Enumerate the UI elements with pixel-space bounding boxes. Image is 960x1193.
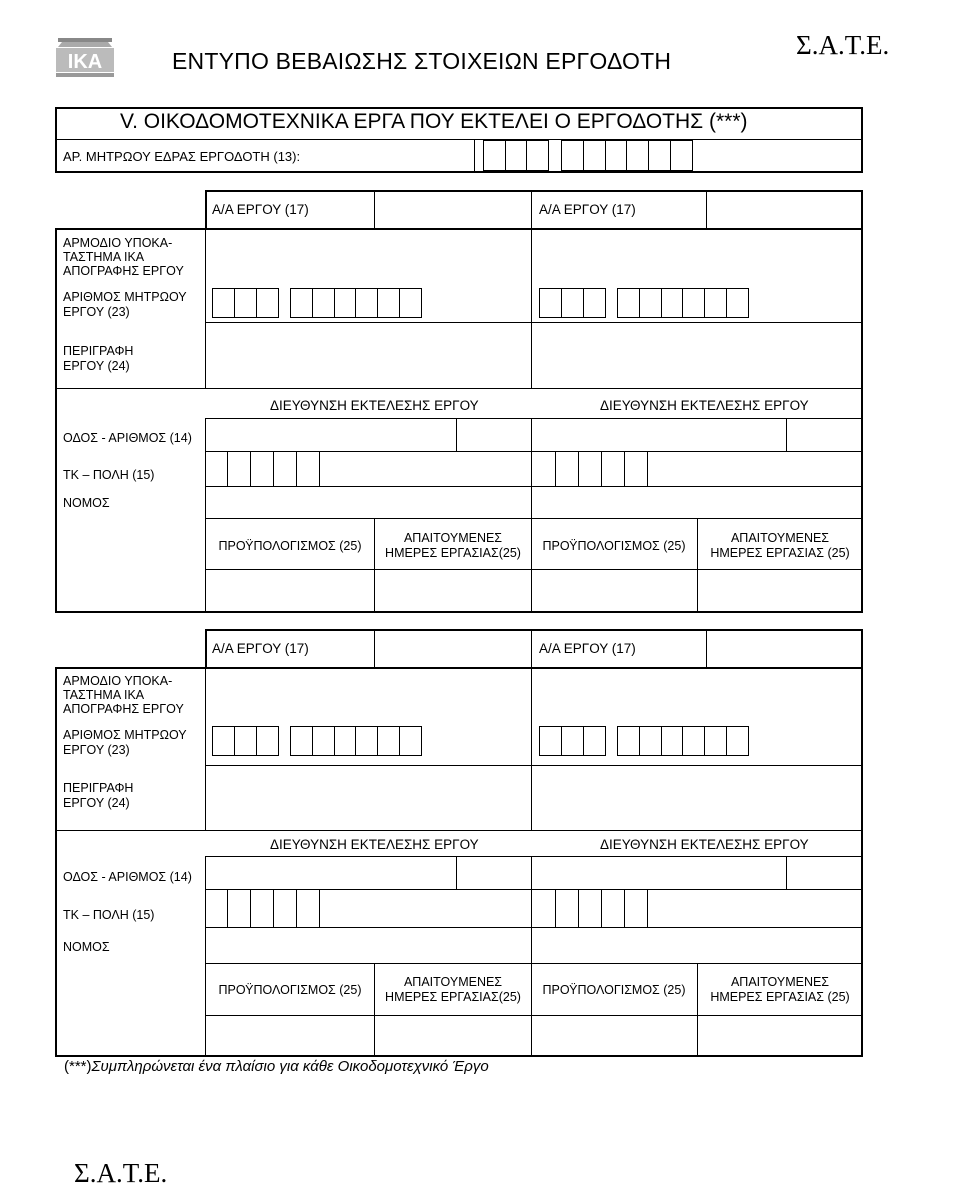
block2-reg-cells-d[interactable] xyxy=(617,726,749,756)
block2-reg-cells-b[interactable] xyxy=(290,726,422,756)
block1-left-col-lower xyxy=(205,418,206,613)
block1-pc-tick-2 xyxy=(250,451,251,486)
block1-budget-label-2: ΠΡΟΫΠΟΛΟΓΙΣΜΟΣ (25) xyxy=(542,539,686,553)
block2-workdays-1a: ΑΠΑΙΤΟΥΜΕΝΕΣ xyxy=(403,975,503,989)
block2-pc-tick-8 xyxy=(601,889,602,927)
block1-reg-label-2: ΕΡΓΟΥ (23) xyxy=(63,305,130,319)
block2-reg-label-2: ΕΡΓΟΥ (23) xyxy=(63,743,130,757)
block2-pc-tick-5 xyxy=(319,889,320,927)
form-title: ΕΝΤΥΠΟ ΒΕΒΑΙΩΣΗΣ ΣΤΟΙΧΕΙΩΝ ΕΡΓΟΔΟΤΗ xyxy=(172,48,672,74)
block2-address-header-2: ΔΙΕΥΘΥΝΣΗ ΕΚΤΕΛΕΣΗΣ ΕΡΓΟΥ xyxy=(600,837,809,852)
block1-pc-tick-5 xyxy=(319,451,320,486)
block1-workdays-1b: ΗΜΕΡΕΣ ΕΡΓΑΣΙΑΣ(25) xyxy=(385,546,521,560)
form-code-top: Σ.Α.Τ.Ε. xyxy=(796,30,890,60)
block2-budget-div-2 xyxy=(697,963,698,1057)
block1-address-header-1: ΔΙΕΥΘΥΝΣΗ ΕΚΤΕΛΕΣΗΣ ΕΡΓΟΥ xyxy=(270,398,479,413)
block1-row-sep-2 xyxy=(55,388,863,389)
block2-budget-top xyxy=(205,963,863,964)
block2-reg-cells-a[interactable] xyxy=(212,726,279,756)
block1-budget-bottom xyxy=(205,569,863,570)
block1-pc-tick-7 xyxy=(578,451,579,486)
block1-branch-label-2: ΤΑΣΤΗΜΑ ΙΚΑ xyxy=(63,250,145,264)
block1-aa-div3 xyxy=(706,190,707,230)
block1-reg-label-1: ΑΡΙΘΜΟΣ ΜΗΤΡΩΟΥ xyxy=(63,290,187,304)
block1-city-top xyxy=(205,451,863,452)
block2-reg-label-1: ΑΡΙΘΜΟΣ ΜΗΤΡΩΟΥ xyxy=(63,728,187,742)
footnote xyxy=(64,1058,489,1075)
block1-workdays-2a: ΑΠΑΙΤΟΥΜΕΝΕΣ xyxy=(730,531,830,545)
block2-reg-cells-c[interactable] xyxy=(539,726,606,756)
block2-workdays-1b: ΗΜΕΡΕΣ ΕΡΓΑΣΙΑΣ(25) xyxy=(385,990,521,1004)
block2-pref-label: ΝΟΜΟΣ xyxy=(63,940,110,954)
block1-workdays-1a: ΑΠΑΙΤΟΥΜΕΝΕΣ xyxy=(403,531,503,545)
block1-pc-tick-3 xyxy=(273,451,274,486)
block2-branch-label-2: ΤΑΣΤΗΜΑ ΙΚΑ xyxy=(63,688,145,702)
block1-branch-label-3: ΑΠΟΓΡΑΦΗΣ ΕΡΓΟΥ xyxy=(63,264,184,278)
block1-branch-label-1: ΑΡΜΟΔΙΟ ΥΠΟΚΑ- xyxy=(63,236,173,250)
form-code-bottom: Σ.Α.Τ.Ε. xyxy=(74,1158,168,1188)
block1-budget-top xyxy=(205,518,863,519)
employer-registry-label: ΑΡ. ΜΗΤΡΩΟΥ ΕΔΡΑΣ ΕΡΓΟΔΟΤΗ (13): xyxy=(63,149,301,164)
block2-left-col-lower xyxy=(205,856,206,1057)
block2-mid-col-lower xyxy=(531,856,532,1057)
block1-reg-cells-b[interactable] xyxy=(290,288,422,318)
block1-pc-tick-1 xyxy=(227,451,228,486)
block2-pc-tick-3 xyxy=(273,889,274,927)
block1-aa-label-2: Α/Α ΕΡΓΟΥ (17) xyxy=(539,202,636,217)
block1-row-sep-1 xyxy=(205,322,863,323)
block1-city-label: ΤΚ – ΠΟΛΗ (15) xyxy=(63,468,155,482)
block1-pref-top xyxy=(205,486,863,487)
block1-reg-cells-d[interactable] xyxy=(617,288,749,318)
block1-aa-div1 xyxy=(374,190,375,230)
block1-mid-col-lower xyxy=(531,418,532,613)
block2-budget-label-2: ΠΡΟΫΠΟΛΟΓΙΣΜΟΣ (25) xyxy=(542,983,686,997)
block2-branch-label-3: ΑΠΟΓΡΑΦΗΣ ΕΡΓΟΥ xyxy=(63,702,184,716)
block2-aa-div3 xyxy=(706,629,707,669)
block1-reg-cells-a[interactable] xyxy=(212,288,279,318)
employer-registry-cells-a[interactable] xyxy=(483,140,549,171)
ika-logo xyxy=(52,38,118,78)
block2-street-top xyxy=(205,856,863,857)
block2-pc-tick-1 xyxy=(227,889,228,927)
block1-pc-tick-4 xyxy=(296,451,297,486)
block2-budget-div-1 xyxy=(374,963,375,1057)
block2-street-num-div-2 xyxy=(786,856,787,889)
block2-budget-label-1: ΠΡΟΫΠΟΛΟΓΙΣΜΟΣ (25) xyxy=(218,983,362,997)
block1-pc-tick-6 xyxy=(555,451,556,486)
block1-desc-label-2: ΕΡΓΟΥ (24) xyxy=(63,359,130,373)
block1-mid-col xyxy=(531,228,532,388)
block2-budget-bottom xyxy=(205,1015,863,1016)
block1-workdays-2b: ΗΜΕΡΕΣ ΕΡΓΑΣΙΑΣ (25) xyxy=(710,546,850,560)
block1-budget-div-1 xyxy=(374,518,375,613)
block1-aa-label-1: Α/Α ΕΡΓΟΥ (17) xyxy=(212,202,309,217)
block2-mid-col xyxy=(531,667,532,830)
block2-workdays-2b: ΗΜΕΡΕΣ ΕΡΓΑΣΙΑΣ (25) xyxy=(710,990,850,1004)
block1-street-num-div-2 xyxy=(786,418,787,451)
block2-desc-label-1: ΠΕΡΙΓΡΑΦΗ xyxy=(63,781,134,795)
block1-aa-div2 xyxy=(531,190,532,230)
block1-pc-tick-9 xyxy=(624,451,625,486)
block2-pc-tick-2 xyxy=(250,889,251,927)
block2-pc-tick-6 xyxy=(555,889,556,927)
block2-address-header-1: ΔΙΕΥΘΥΝΣΗ ΕΚΤΕΛΕΣΗΣ ΕΡΓΟΥ xyxy=(270,837,479,852)
section-divider xyxy=(55,139,863,140)
block1-street-label: ΟΔΟΣ - ΑΡΙΘΜΟΣ (14) xyxy=(63,431,192,445)
footnote-prefix: (***) xyxy=(64,1058,92,1075)
block2-city-label: ΤΚ – ΠΟΛΗ (15) xyxy=(63,908,155,922)
block1-desc-label-1: ΠΕΡΙΓΡΑΦΗ xyxy=(63,344,134,358)
block2-left-col xyxy=(205,667,206,830)
block2-row-sep-2 xyxy=(55,830,863,831)
block2-pref-top xyxy=(205,927,863,928)
block1-budget-label-1: ΠΡΟΫΠΟΛΟΓΙΣΜΟΣ (25) xyxy=(218,539,362,553)
section-title: V. ΟΙΚΟΔΟΜΟΤΕΧΝΙΚΑ ΕΡΓΑ ΠΟΥ ΕΚΤΕΛΕΙ Ο ΕΡΓΟΔΟΤΗΣ (***) xyxy=(120,110,748,133)
block2-pc-tick-9 xyxy=(624,889,625,927)
employer-registry-cells-b[interactable] xyxy=(561,140,693,171)
block2-street-num-div-1 xyxy=(456,856,457,889)
registry-divider xyxy=(474,139,475,173)
block2-pc-tick-4 xyxy=(296,889,297,927)
block2-branch-label-1: ΑΡΜΟΔΙΟ ΥΠΟΚΑ- xyxy=(63,674,173,688)
block2-aa-label-2: Α/Α ΕΡΓΟΥ (17) xyxy=(539,641,636,656)
block2-row-sep-1 xyxy=(205,765,863,766)
block1-address-header-2: ΔΙΕΥΘΥΝΣΗ ΕΚΤΕΛΕΣΗΣ ΕΡΓΟΥ xyxy=(600,398,809,413)
block2-city-top xyxy=(205,889,863,890)
block2-street-label: ΟΔΟΣ - ΑΡΙΘΜΟΣ (14) xyxy=(63,870,192,884)
block2-pc-tick-10 xyxy=(647,889,648,927)
block1-street-num-div-1 xyxy=(456,418,457,451)
logo-text: IKA xyxy=(67,51,103,73)
block1-pc-tick-10 xyxy=(647,451,648,486)
block2-desc-label-2: ΕΡΓΟΥ (24) xyxy=(63,796,130,810)
block1-left-col xyxy=(205,228,206,388)
block1-reg-cells-c[interactable] xyxy=(539,288,606,318)
footnote-text: Συμπληρώνεται ένα πλαίσιο για κάθε Οικοδομοτεχνικό Έργο xyxy=(91,1058,489,1075)
block1-street-top xyxy=(205,418,863,419)
block2-aa-label-1: Α/Α ΕΡΓΟΥ (17) xyxy=(212,641,309,656)
block2-aa-div2 xyxy=(531,629,532,669)
block1-pc-tick-8 xyxy=(601,451,602,486)
block2-workdays-2a: ΑΠΑΙΤΟΥΜΕΝΕΣ xyxy=(730,975,830,989)
block2-pc-tick-7 xyxy=(578,889,579,927)
block1-budget-div-2 xyxy=(697,518,698,613)
block1-pref-label: ΝΟΜΟΣ xyxy=(63,496,110,510)
block2-aa-div1 xyxy=(374,629,375,669)
